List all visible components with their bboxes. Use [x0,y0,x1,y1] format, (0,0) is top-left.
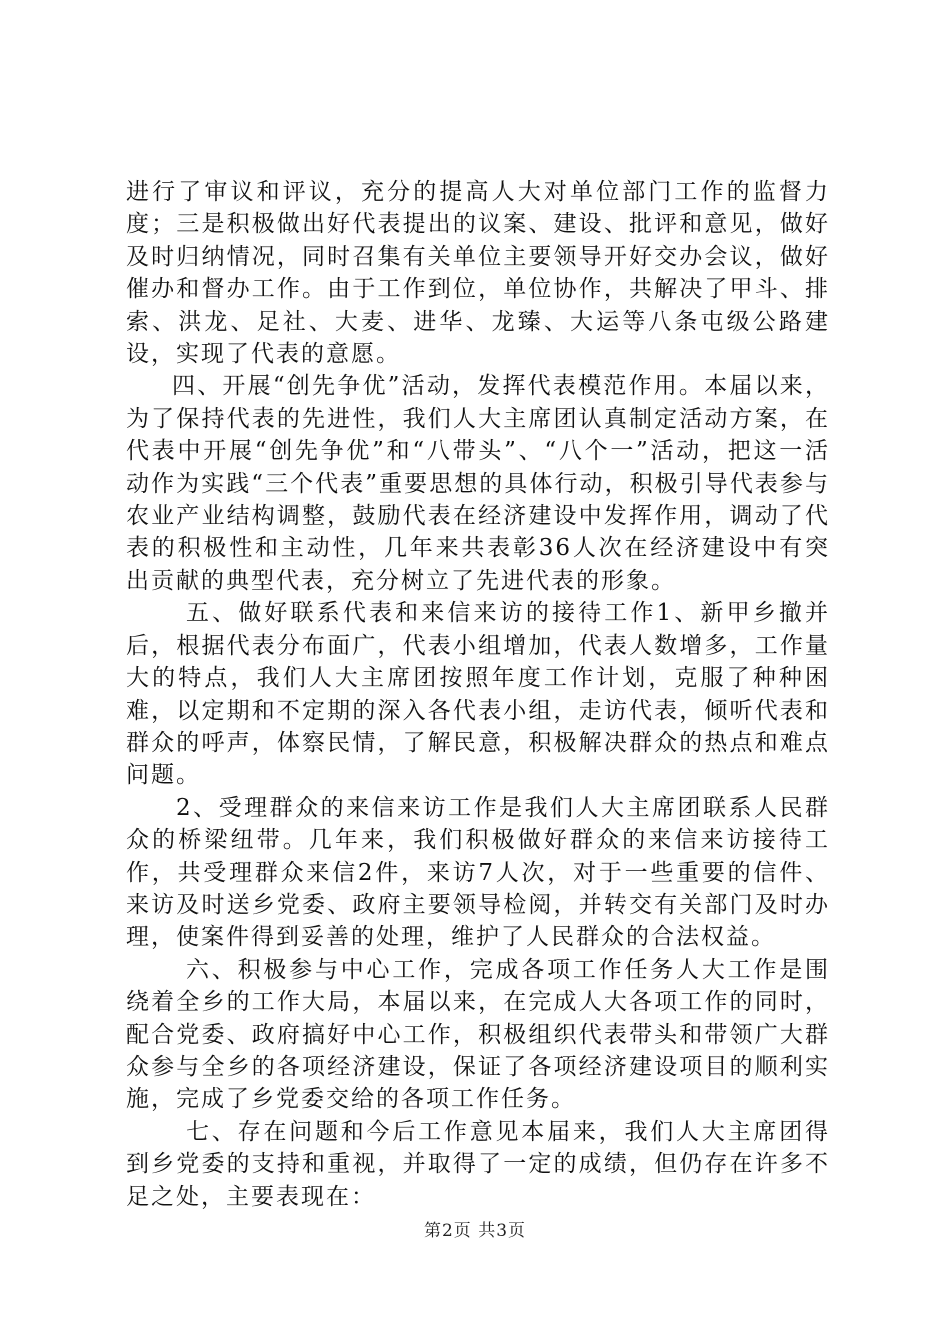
page-footer: 第2页 共3页 [423,1221,527,1241]
document-body [126,176,830,1213]
paragraph-section-seven: 七、存在问题和今后工作意见本届来，我们人大主席团得到乡党委的支持和重视，并取得了一定的成绩，但仍存在许多不足之处，主要表现在： [126,1118,830,1210]
paragraph-letters-visits: 2、受理群众的来信来访工作是我们人大主席团联系人民群众的桥梁纽带。几年来，我们积极做好群众的来信来访接待工作，共受理群众来信2件，来访7人次，对于一些重要的信件、来访及时送乡党委、政府主要领导检阅，并转交有关部门及时办理，使案件得到妥善的处理，维护了人民群众的合法权益。 [126,794,830,951]
paragraph-continuation: 进行了审议和评议，充分的提高人大对单位部门工作的监督力度；三是积极做出好代表提出的议案、建设、批评和意见，做好及时归纳情况，同时召集有关单位主要领导开好交办会议，做好催办和督办工作。由于工作到位，单位协作，共解决了甲斗、排索、洪龙、足社、大麦、进华、龙臻、大运等八条屯级公路建设，实现了代表的意愿。 [126,179,830,368]
paragraph-section-five: 五、做好联系代表和来信来访的接待工作1、新甲乡撤并后，根据代表分布面广，代表小组增加，代表人数增多，工作量大的特点，我们人大主席团按照年度工作计划，克服了种种困难，以定期和不定期的深入各代表小组，走访代表，倾听代表和群众的呼声，体察民情，了解民意，积极解决群众的热点和难点问题。 [126,600,830,789]
paragraph-section-six: 六、积极参与中心工作，完成各项工作任务人大工作是围绕着全乡的工作大局，本届以来，在完成人大各项工作的同时，配合党委、政府搞好中心工作，积极组织代表带头和带领广大群众参与全乡的各项经济建设，保证了各项经济建设项目的顺利实施，完成了乡党委交给的各项工作任务。 [126,956,830,1113]
paragraph-section-four: 四、开展“创先争优”活动，发挥代表模范作用。本届以来，为了保持代表的先进性，我们人大主席团认真制定活动方案，在代表中开展“创先争优”和“八带头”、“八个一”活动，把这一活动作为实践“三个代表”重要思想的具体行动，积极引导代表参与农业产业结构调整，鼓励代表在经济建设中发挥作用，调动了代表的积极性和主动性，几年来共表彰36人次在经济建设中有突出贡献的典型代表，充分树立了先进代表的形象。 [126,373,830,594]
